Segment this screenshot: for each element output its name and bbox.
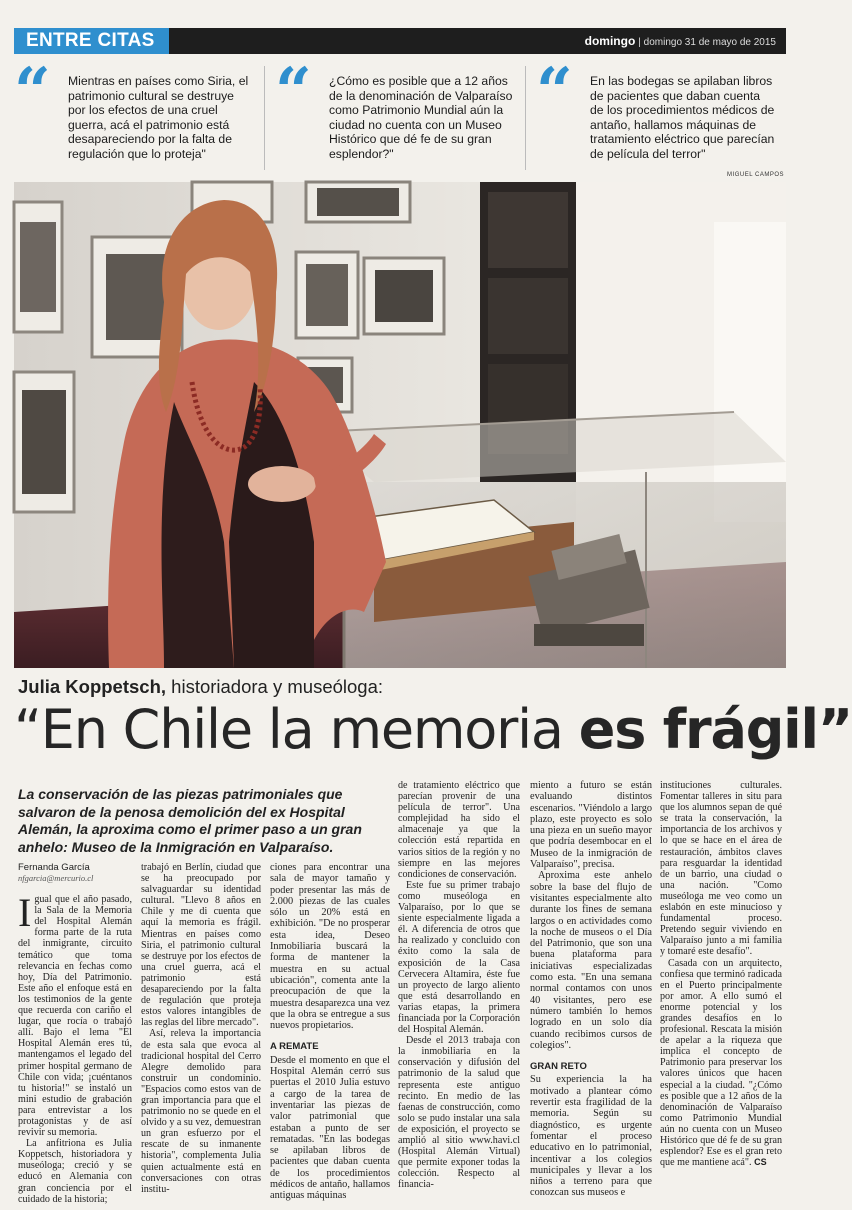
body-paragraph: Este fue su primer trabajo como museóloga en Valparaíso, por lo que se siente especialmente ligada a él. A diferencia de otros que ha realizado y concluido con éxito como la sala de exposición de la Casa Cervecera Altamira, éste fue un proyecto de largo aliento que está desarrollando en varias etapas, la primera financiada por la Corporación del Hospital Alemán.: [398, 879, 520, 1036]
body-paragraph: Desde el momento en que el Hospital Alemán cerró sus puertas el 2010 Julia estuvo a cargo de la tarea de inventariar las piezas de valor patrimonial que estaban a punto de ser rematadas. "En las bodegas se apilaban libros de pacientes que daban cuenta de los procedimientos médicos de antaño, hallamos antiguas máquinas: [270, 1054, 390, 1202]
section-header-bar: [14, 28, 786, 54]
byline-email: nfgarcia@mercurio.cl: [18, 873, 94, 883]
quote-mark-icon: “: [14, 54, 47, 129]
interviewee-name: Julia Koppetsch,: [18, 676, 167, 697]
pull-quote-text: ¿Cómo es posible que a 12 años de la denominación de Valparaíso como Patrimonio Mundial aún la ciudad no cuenta con un Museo Histórico que dé fe de su gran esplendor?": [329, 74, 513, 161]
body-paragraph: Así, releva la importancia de esta sala que evoca al tradicional hospital del Cerro Alegre demolido para construir un condominio. "Espacios como estos van de gran importancia para que el patrimonio no se quede en el olvido y a su vez, demuestran un gran esfuerzo por el rescate de su inmanente historia", complementa Julia quien actualmente está en conversaciones con otras institu-: [141, 1028, 261, 1195]
headline: [14, 698, 852, 761]
body-paragraph: ciones para encontrar una sala de mayor tamaño y poder presentar las más de 2.000 piezas de las cuales sólo un 20% está en exhibición. "De no prosperar esta idea, Deseo Inmobiliaria buscará la forma de mantener la muestra en su actual ubicación", comenta ante la preocupación de que la muestra desaparezca una vez que la obra se entregue a sus nuevos propietarios.: [270, 862, 390, 1032]
body-paragraph: Su experiencia la ha motivado a plantear cómo revertir esta fragilidad de la memoria. Según su diagnóstico, es urgente fomentar el proceso educativo en lo patrimonial, incentivar a los colegios municipales y llevar a los niños a terreno para que conozcan sus museos e: [530, 1074, 652, 1199]
quote-mark-icon: “: [536, 54, 569, 129]
article-column-1: [18, 862, 132, 1205]
header-date-text: | domingo 31 de mayo de 2015: [638, 37, 776, 48]
byline-author: Fernanda García: [18, 862, 90, 873]
subhead: A REMATE: [270, 1041, 319, 1053]
header-day: domingo: [584, 34, 636, 48]
body-paragraph: de tratamiento eléctrico que parecían provenir de una película de terror". Una complejidad ha sido el almacenaje ya que la colección está repartida en varios sitios de la región y no siempre en las mejores condiciones de conservación.: [398, 780, 520, 880]
main-photo: [14, 182, 786, 668]
photo-credit: MIGUEL CAMPOS: [727, 172, 784, 178]
body-paragraph: La anfitriona es Julia Koppetsch, historiadora y museóloga; creció y se educó en Alemania con gran conciencia por el cuidado de la historia;: [18, 1138, 132, 1205]
headline-bold: es frágil”: [578, 698, 852, 761]
body-paragraph: Aproxima este anhelo sobre la base del flujo de visitantes especialmente alto durante los fines de semana largos o en actividades como la noche de museos o el Día del Patrimonio, que son una buena plataforma para iniciativas especializadas como esta. "En una semana normal contamos con unos 40 visitantes, pero ese número también lo hemos logrado en un solo día cuando recibimos cursos de colegios".: [530, 870, 652, 1051]
body-text: Casada con un arquitecto, confiesa que terminó radicada en el Puerto principalmente por amor. A ello sumó el enorme potencial y los grandes desafíos en lo profesional. Rescata la misión de apelar a la riqueza que implica el concepto de Patrimonio para preservar los valores únicos que hacen especial a la ciudad. "¿Cómo es posible que a 12 años de la denominación de Valparaíso como Patrimonio Mundial aún no cuenta con un Museo Histórico que dé fe de su gran esplendor? Ese es el gran reto que me mantiene acá".: [660, 957, 782, 1169]
body-paragraph: miento a futuro se están evaluando distintos escenarios. "Viéndolo a largo plazo, este proyecto es solo una pieza en un sueño mayor que podría desembocar en el Museo de la inmigración de Valparaíso", precisa.: [530, 780, 652, 871]
body-paragraph: [660, 958, 782, 1169]
quote-mark-icon: “: [275, 54, 308, 129]
body-text: gual que el año pasado, la Sala de la Memoria del Hospital Alemán forma parte de la ruta del inmigrante, circuito temático que toma relevancia en fechas como hoy, Día del Patrimonio. Este año el enfoque está en los testimonios de la gente que recuerda con cariño el lugar, que rocía o trabajó allí. Bajo el lema "El Hospital Alemán eres tú, mantengamos el legado del primer hospital germano de Chile con vida; ¡cuéntanos tu historia!" se instaló un mini estudio de grabación para entrevistar a los protagonistas y de así revivir su memoria.: [18, 894, 132, 1139]
photo-illustration: [14, 182, 786, 668]
dropcap: I: [18, 890, 32, 936]
headline-kicker: [18, 676, 383, 698]
lead-paragraph: La conservación de las piezas patrimoniales que salvaron de la penosa demolición del ex Hospital Alemán, la aproxima como el primer paso a un gran anhelo: Museo de la Inmigración en Valparaíso.: [18, 786, 362, 855]
body-paragraph: Desde el 2013 trabaja con la inmobiliaria en la conservación y difusión del patrimonio de la salud que representa este antiguo recinto. En medio de las faenas de construcción, como solo se pudo instalar una sala de exposición, el proyecto se amplió al sitio www.havi.cl (Hospital Alemán Virtual) que permite exponer todas la colección. Respecto al financia-: [398, 1035, 520, 1191]
body-paragraph: instituciones culturales. Fomentar talleres in situ para que los alumnos sepan de qué se trata la conservación, la importancia de los archivos y lo que se hace en el área de restauración, ámbitos claves para resguardar la identidad de un barrio, una ciudad o una nación. "Como museóloga me veo como un eslabón en este minucioso y fundamental proceso. Pretendo seguir viviendo en Valparaíso junto a mi familia y tomaré este desafío".: [660, 780, 782, 958]
pull-quote: [525, 54, 786, 170]
quotes-row: [14, 54, 786, 170]
article-column-2: [141, 862, 261, 1195]
subhead: GRAN RETO: [530, 1061, 587, 1073]
header-date: [585, 34, 786, 48]
pull-quote: [264, 54, 525, 170]
pull-quote-text: En las bodegas se apilaban libros de pacientes que daban cuenta de los procedimientos médicos de antaño, hallamos máquinas de tratamiento eléctrico que parecían de película del terror": [590, 74, 775, 161]
pull-quote: [14, 54, 264, 170]
article-column-5: [530, 780, 652, 1199]
body-paragraph: [18, 890, 132, 1139]
pull-quote-text: Mientras en países como Siria, el patrimonio cultural se destruye por los efectos de una cruel guerra, acá el patrimonio está desapareciendo por la falta de regulación que lo proteja": [68, 74, 249, 161]
body-paragraph: trabajó en Berlín, ciudad que se ha preocupado por salvaguardar su identidad cultural. "Llevo 8 años en Chile y me di cuenta que aquí la memoria es frágil. Mientras en países como Siria, el patrimonio cultural se destruye por los efectos de una cruel guerra, acá el patrimonio está desapareciendo por la falta de regulación que proteja estos valores intangibles de las reglas del libre mercado".: [141, 862, 261, 1029]
end-mark: CS: [754, 1157, 767, 1168]
article-column-6: [660, 780, 782, 1168]
section-tag: ENTRE CITAS: [14, 28, 169, 54]
article-column-4: [398, 780, 520, 1190]
interviewee-role: historiadora y museóloga:: [166, 676, 384, 697]
article-column-3: [270, 862, 390, 1202]
headline-light: “En Chile la memoria: [14, 698, 579, 761]
